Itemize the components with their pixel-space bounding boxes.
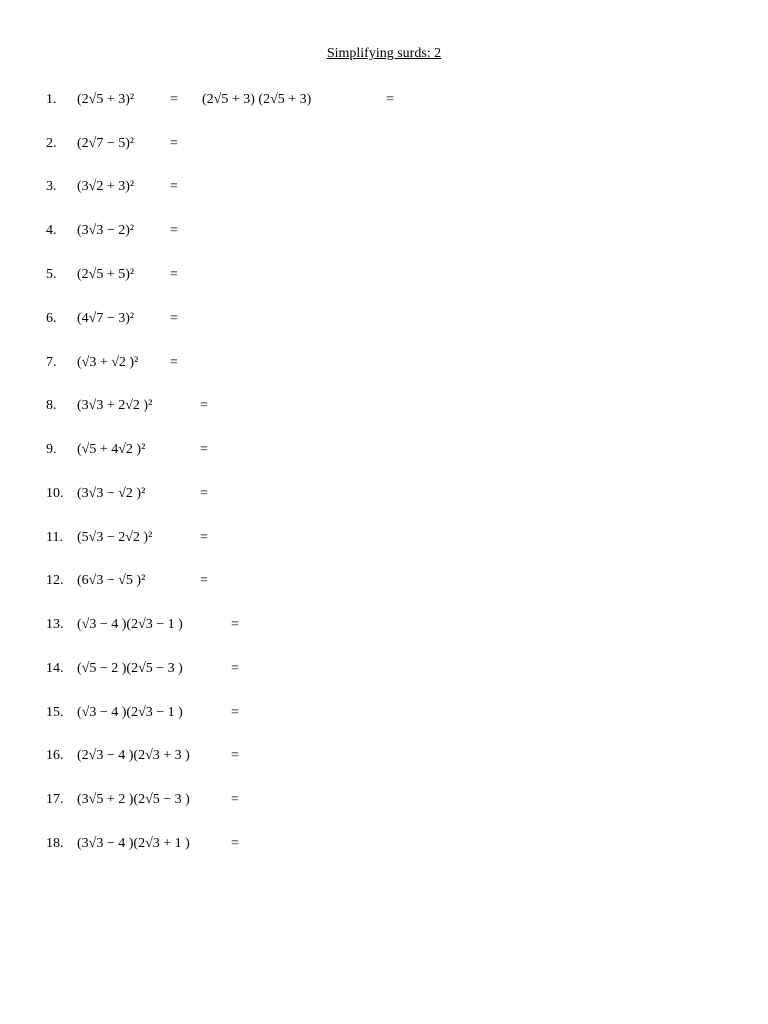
problem-number: 15. [46, 705, 64, 720]
equals-sign: = [231, 836, 239, 851]
problem-number: 1. [46, 92, 57, 107]
equals-sign: = [170, 92, 178, 107]
problem-number: 8. [46, 398, 57, 413]
problem-number: 7. [46, 355, 57, 370]
problem-expression: (2√5 + 3)² [77, 92, 135, 107]
problem-expression: (2√5 + 5)² [77, 267, 135, 282]
problem-expression: (3√3 − 4 )(2√3 + 1 ) [77, 836, 190, 851]
equals-sign: = [231, 748, 239, 763]
equals-sign: = [170, 179, 178, 194]
problem-expression: (2√7 − 5)² [77, 136, 135, 151]
problem-expansion: (2√5 + 3) (2√5 + 3) [202, 92, 312, 107]
equals-sign: = [200, 486, 208, 501]
problem-expression: (√5 + 4√2 )² [77, 442, 146, 457]
problem-number: 5. [46, 267, 57, 282]
problem-expression: (6√3 − √5 )² [77, 573, 146, 588]
problem-number: 14. [46, 661, 64, 676]
problem-expression: (3√3 − 2)² [77, 223, 135, 238]
problem-expression: (√3 − 4 )(2√3 − 1 ) [77, 705, 183, 720]
problem-number: 16. [46, 748, 64, 763]
equals-sign: = [231, 792, 239, 807]
equals-sign: = [170, 223, 178, 238]
equals-sign: = [200, 398, 208, 413]
problem-expression: (3√2 + 3)² [77, 179, 135, 194]
problem-expression: (3√3 + 2√2 )² [77, 398, 153, 413]
problem-number: 6. [46, 311, 57, 326]
worksheet-title: Simplifying surds: 2 [326, 46, 442, 61]
problem-number: 12. [46, 573, 64, 588]
problem-number: 2. [46, 136, 57, 151]
problem-number: 9. [46, 442, 57, 457]
problem-number: 17. [46, 792, 64, 807]
problem-number: 3. [46, 179, 57, 194]
problem-number: 11. [46, 530, 63, 545]
equals-sign: = [170, 311, 178, 326]
equals-sign: = [200, 442, 208, 457]
problem-expression: (√3 + √2 )² [77, 355, 139, 370]
problem-number: 18. [46, 836, 64, 851]
problem-expression: (√3 − 4 )(2√3 − 1 ) [77, 617, 183, 632]
problem-expression: (3√3 − √2 )² [77, 486, 146, 501]
problem-number: 10. [46, 486, 64, 501]
problem-expression: (4√7 − 3)² [77, 311, 135, 326]
problem-expression: (2√3 − 4 )(2√3 + 3 ) [77, 748, 190, 763]
problem-number: 13. [46, 617, 64, 632]
equals-sign: = [170, 267, 178, 282]
equals-sign: = [170, 355, 178, 370]
equals-sign-2: = [386, 92, 394, 107]
equals-sign: = [231, 705, 239, 720]
equals-sign: = [231, 661, 239, 676]
equals-sign: = [200, 530, 208, 545]
problem-expression: (5√3 − 2√2 )² [77, 530, 153, 545]
problem-expression: (3√5 + 2 )(2√5 − 3 ) [77, 792, 190, 807]
problem-number: 4. [46, 223, 57, 238]
equals-sign: = [170, 136, 178, 151]
problem-expression: (√5 − 2 )(2√5 − 3 ) [77, 661, 183, 676]
equals-sign: = [231, 617, 239, 632]
equals-sign: = [200, 573, 208, 588]
